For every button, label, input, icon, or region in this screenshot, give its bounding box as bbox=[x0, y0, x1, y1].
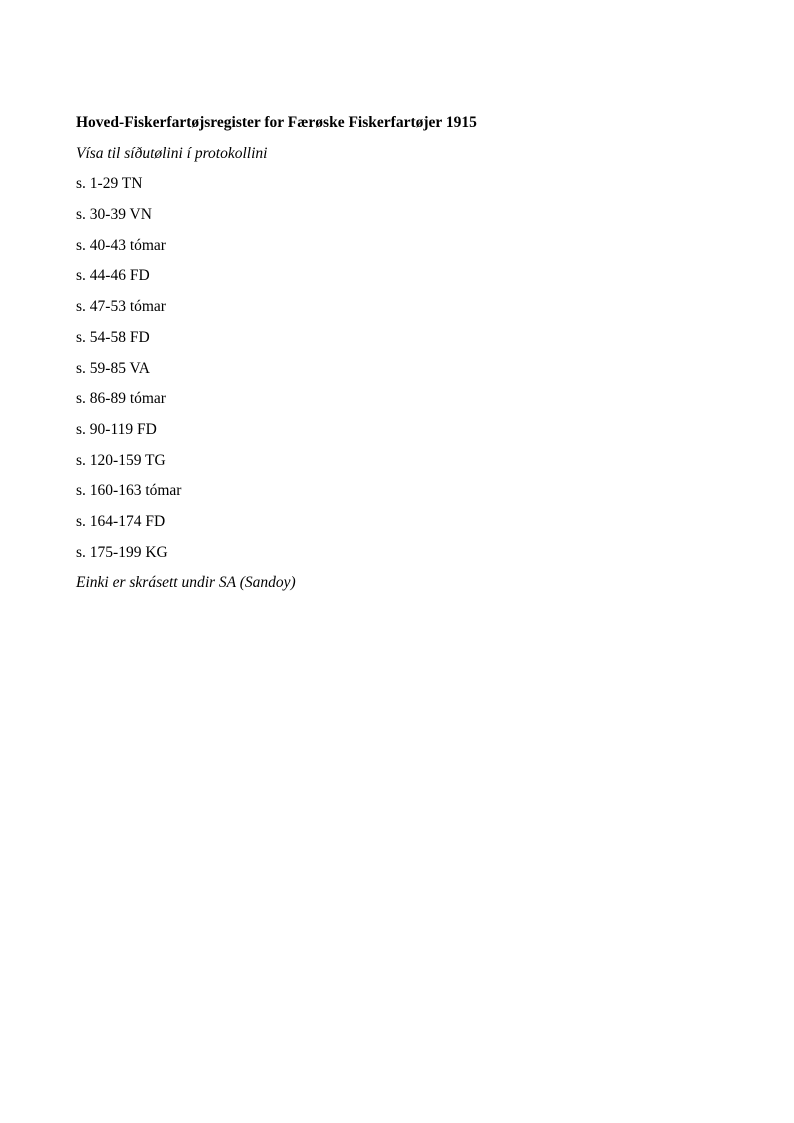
entry-line: s. 160-163 tómar bbox=[76, 482, 182, 500]
entry-line: s. 54-58 FD bbox=[76, 328, 150, 346]
entry-line: s. 30-39 VN bbox=[76, 206, 152, 224]
entry-line: s. 90-119 FD bbox=[76, 420, 157, 438]
entry-line: s. 120-159 TG bbox=[76, 451, 166, 469]
entry-line: s. 59-85 VA bbox=[76, 359, 150, 377]
entry-line: s. 175-199 KG bbox=[76, 543, 168, 561]
entry-line: s. 86-89 tómar bbox=[76, 390, 166, 408]
entry-line: s. 164-174 FD bbox=[76, 512, 166, 530]
entry-line: s. 1-29 TN bbox=[76, 175, 143, 193]
document-content bbox=[76, 112, 736, 603]
document-title: Hoved-Fiskerfartøjsregister for Færøske Fiskerfartøjer 1915 bbox=[76, 114, 477, 131]
entry-line: s. 47-53 tómar bbox=[76, 298, 166, 316]
document-subtitle: Vísa til síðutølini í protokollini bbox=[76, 144, 268, 162]
document-note: Einki er skrásett undir SA (Sandoy) bbox=[76, 574, 296, 592]
entry-line: s. 40-43 tómar bbox=[76, 236, 166, 254]
entry-line: s. 44-46 FD bbox=[76, 267, 150, 285]
